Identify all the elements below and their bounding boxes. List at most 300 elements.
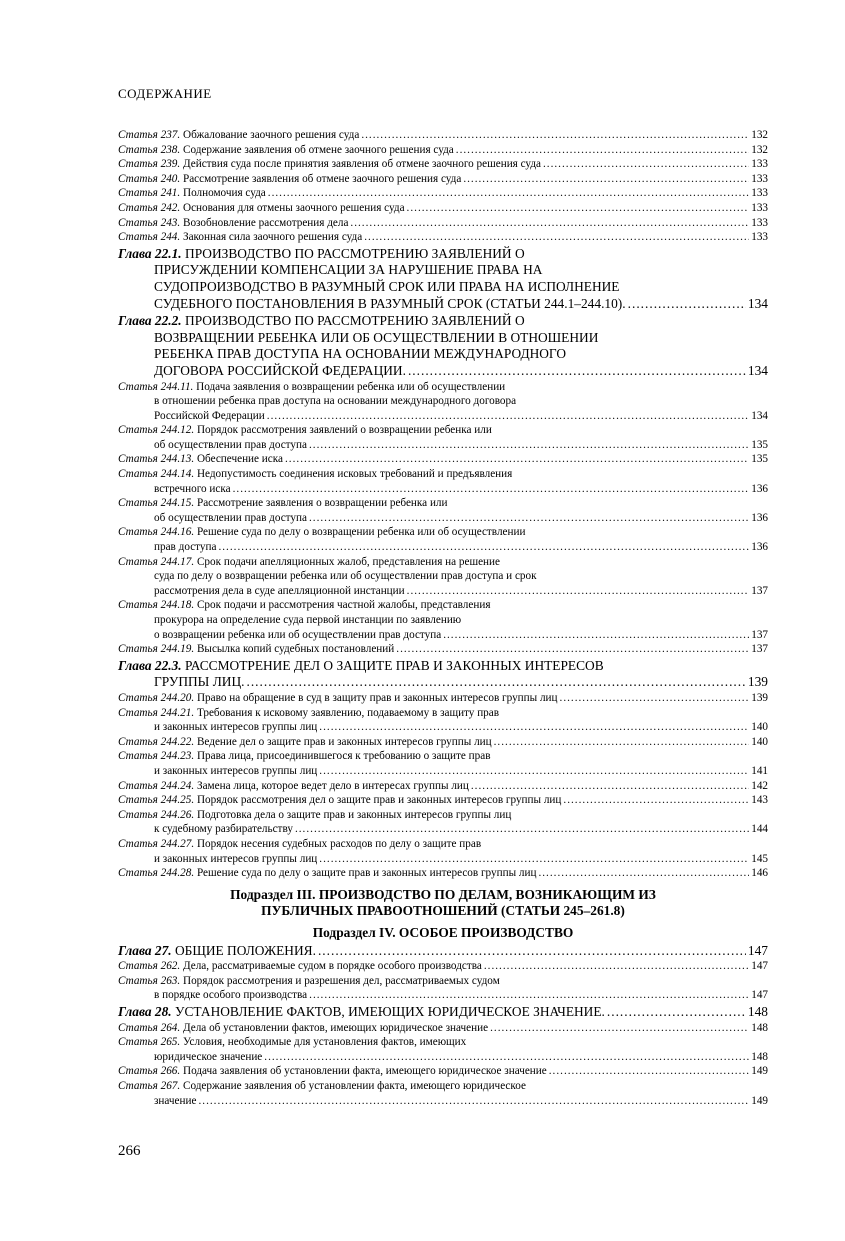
- toc-line: [118, 186, 768, 201]
- dot-leader: [309, 988, 749, 1003]
- toc-line-text: [118, 808, 511, 823]
- toc-title: ПРИСУЖДЕНИИ КОМПЕНСАЦИИ ЗА НАРУШЕНИЕ ПРАВА НА: [154, 262, 543, 278]
- toc-line-text: [118, 496, 448, 511]
- toc-title: Ведение дел о защите прав и законных интересов группы лиц: [194, 735, 492, 748]
- toc-page-number: 140: [751, 735, 768, 748]
- article-number: Статья 244.14.: [118, 468, 195, 481]
- toc-line-text: [118, 201, 405, 216]
- toc-line-text: [118, 230, 362, 245]
- toc-line-text: [154, 613, 461, 628]
- toc-entry: [118, 808, 768, 837]
- toc-entry: [118, 735, 768, 750]
- toc-entry: [118, 467, 768, 496]
- toc-title: значение: [154, 1094, 197, 1107]
- toc-page-number: 148: [751, 1050, 768, 1063]
- toc-line: [118, 201, 768, 216]
- toc-entry: [118, 216, 768, 231]
- toc-title: ПРОИЗВОДСТВО ПО РАССМОТРЕНИЮ ЗАЯВЛЕНИЙ О: [181, 313, 525, 329]
- toc-line-text: [118, 642, 394, 657]
- toc-entry: [118, 837, 768, 866]
- toc-title: РАССМОТРЕНИЕ ДЕЛ О ЗАЩИТЕ ПРАВ И ЗАКОННЫХ ИНТЕРЕСОВ: [181, 657, 604, 673]
- toc-entry: [118, 779, 768, 794]
- toc-title: Основания для отмены заочного решения суда: [180, 201, 405, 214]
- toc-title: в отношении ребенка прав доступа на основании международного договора: [154, 395, 517, 408]
- article-number: Статья 244.19.: [118, 643, 195, 656]
- toc-title: и законных интересов группы лиц: [154, 721, 318, 734]
- dot-leader: [309, 438, 749, 453]
- toc-line-text: [154, 262, 542, 279]
- toc-page-number: 133: [751, 231, 768, 244]
- toc-line: [118, 569, 768, 584]
- dot-leader: [319, 720, 749, 735]
- toc-page-number: 139: [747, 674, 768, 690]
- toc-line: [118, 555, 768, 570]
- dot-leader: [318, 943, 746, 960]
- article-number: Статья 244.21.: [118, 706, 195, 719]
- toc-line: [118, 540, 768, 555]
- toc-title: Подача заявления об установлении факта, имеющего юридическое значение: [180, 1065, 547, 1078]
- dot-leader: [456, 143, 749, 158]
- toc-line-text: [118, 779, 469, 794]
- toc-page-number: 133: [751, 158, 768, 171]
- toc-entry: [118, 866, 768, 881]
- toc-title: Содержание заявления об отмене заочного решения суда: [180, 143, 454, 156]
- toc-title: Подраздел III. ПРОИЗВОДСТВО ПО ДЕЛАМ, ВОЗНИКАЮЩИМ ИЗ: [230, 886, 656, 902]
- article-number: Статья 242.: [118, 201, 181, 214]
- toc-page-number: 148: [751, 1021, 768, 1034]
- toc-title: и законных интересов группы лиц: [154, 764, 318, 777]
- toc-entry: [118, 1064, 768, 1079]
- toc-line: [118, 330, 768, 347]
- article-number: Статья 243.: [118, 216, 181, 229]
- toc-title: Рассмотрение заявления об отмене заочного решения суда: [180, 172, 462, 185]
- toc-title: СУДЕБНОГО ПОСТАНОВЛЕНИЯ В РАЗУМНЫЙ СРОК (СТАТЬИ 244.1–244.10).: [154, 295, 626, 311]
- toc-line: [118, 988, 768, 1003]
- toc-line-text: [154, 584, 405, 599]
- dot-leader: [407, 584, 750, 599]
- toc-line-text: [118, 866, 536, 881]
- dot-leader: [309, 511, 749, 526]
- toc-line: [118, 511, 768, 526]
- chapter-entry: [118, 313, 768, 379]
- toc-line: [118, 691, 768, 706]
- toc-line: [118, 1079, 768, 1094]
- toc-line-text: [154, 482, 231, 497]
- toc-line: [118, 925, 768, 941]
- toc-page-number: 147: [751, 960, 768, 973]
- toc-title: Срок подачи и рассмотрения частной жалобы, представления: [194, 599, 491, 612]
- toc-line-text: [118, 246, 525, 263]
- toc-line: [118, 613, 768, 628]
- toc-page-number: 141: [751, 764, 768, 777]
- toc-line: [118, 525, 768, 540]
- toc-line-text: [118, 1079, 526, 1094]
- toc-page-number: 137: [751, 628, 768, 641]
- toc-line-text: [118, 837, 481, 852]
- page-header: СОДЕРЖАНИЕ: [118, 86, 212, 101]
- article-number: Статья 244.: [118, 231, 181, 244]
- toc-page-number: 136: [751, 541, 768, 554]
- toc-title: Порядок рассмотрения и разрешения дел, рассматриваемых судом: [180, 974, 500, 987]
- subsection-heading: [118, 925, 768, 941]
- dot-leader: [198, 1094, 749, 1109]
- toc-title: Требования к исковому заявлению, подаваемому в защиту прав: [194, 706, 500, 719]
- toc-title: Порядок рассмотрения дел о защите прав и законных интересов группы лиц: [194, 794, 562, 807]
- toc-page-number: 140: [751, 721, 768, 734]
- toc-page-number: 134: [751, 409, 768, 422]
- toc-line-text: [118, 452, 283, 467]
- toc-line: [118, 749, 768, 764]
- toc-title: Российской Федерации: [154, 409, 265, 422]
- dot-leader: [364, 230, 749, 245]
- dot-leader: [408, 363, 746, 380]
- toc-line-text: [154, 296, 626, 313]
- toc-line: [118, 482, 768, 497]
- toc-line: [118, 903, 768, 919]
- chapter-entry: [118, 1004, 768, 1021]
- toc-line-text: [118, 172, 461, 187]
- toc-title: Замена лица, которое ведет дело в интересах группы лиц: [194, 779, 469, 792]
- toc-line: [118, 279, 768, 296]
- toc-line-text: [154, 363, 406, 380]
- toc-line-text: [154, 394, 516, 409]
- toc-line: [118, 1064, 768, 1079]
- toc-line-text: [154, 1094, 196, 1109]
- toc-line-text: [154, 674, 244, 691]
- toc-line: [118, 1050, 768, 1065]
- article-number: Статья 266.: [118, 1065, 181, 1078]
- chapter-number: Глава 22.1.: [118, 245, 182, 261]
- dot-leader: [268, 186, 749, 201]
- toc-line-text: [118, 423, 492, 438]
- toc-line-text: [154, 852, 317, 867]
- toc-page-number: 133: [751, 216, 768, 229]
- toc-line: [118, 779, 768, 794]
- dot-leader: [484, 959, 749, 974]
- toc-page-number: 146: [751, 867, 768, 880]
- article-number: Статья 262.: [118, 960, 181, 973]
- chapter-entry: [118, 658, 768, 691]
- toc-line-text: [118, 186, 266, 201]
- toc-line: [118, 128, 768, 143]
- toc-line: [118, 394, 768, 409]
- dot-leader: [543, 157, 749, 172]
- toc-entry: [118, 598, 768, 642]
- toc-page-number: 132: [751, 143, 768, 156]
- toc-page-number: 133: [751, 187, 768, 200]
- toc-title: Обеспечение иска: [194, 453, 283, 466]
- toc-line: [118, 1094, 768, 1109]
- dot-leader: [490, 1021, 749, 1036]
- toc-line: [118, 674, 768, 691]
- article-number: Статья 244.24.: [118, 779, 195, 792]
- toc-title: Право на обращение в суд в защиту прав и законных интересов группы лиц: [194, 691, 558, 704]
- toc-line: [118, 943, 768, 960]
- toc-line-text: [118, 959, 482, 974]
- toc-line: [118, 313, 768, 330]
- toc-line: [118, 837, 768, 852]
- dot-leader: [319, 852, 749, 867]
- dot-leader: [549, 1064, 749, 1079]
- toc-title: об осуществлении прав доступа: [154, 438, 307, 451]
- toc-title: Подраздел IV. ОСОБОЕ ПРОИЗВОДСТВО: [312, 924, 574, 940]
- toc-title: Недопустимость соединения исковых требований и предъявления: [194, 468, 513, 481]
- article-number: Статья 244.11.: [118, 380, 194, 393]
- toc-title: и законных интересов группы лиц: [154, 852, 318, 865]
- toc-line: [118, 852, 768, 867]
- toc-line: [118, 887, 768, 903]
- article-number: Статья 240.: [118, 172, 181, 185]
- dot-leader: [361, 128, 749, 143]
- toc-line: [118, 584, 768, 599]
- toc-title: Порядок несения судебных расходов по делу о защите прав: [194, 837, 482, 850]
- article-number: Статья 267.: [118, 1080, 181, 1093]
- toc-line-text: [118, 1064, 547, 1079]
- toc-page-number: 139: [751, 691, 768, 704]
- toc-entry: [118, 525, 768, 554]
- toc-line-text: [118, 157, 541, 172]
- toc-entry: [118, 1035, 768, 1064]
- toc-line: [118, 706, 768, 721]
- article-number: Статья 244.13.: [118, 453, 195, 466]
- toc-line: [118, 262, 768, 279]
- toc-entry: [118, 201, 768, 216]
- dot-leader: [463, 172, 749, 187]
- toc-title: Условия, необходимые для установления фактов, имеющих: [180, 1036, 467, 1049]
- toc-page-number: 137: [751, 584, 768, 597]
- toc-entry: [118, 143, 768, 158]
- toc-entry: [118, 452, 768, 467]
- dot-leader: [407, 201, 750, 216]
- dot-leader: [233, 482, 750, 497]
- toc-title: СУДОПРОИЗВОДСТВО В РАЗУМНЫЙ СРОК ИЛИ ПРАВА НА ИСПОЛНЕНИЕ: [154, 278, 620, 294]
- dot-leader: [295, 822, 749, 837]
- toc-page-number: 149: [751, 1094, 768, 1107]
- toc-page-number: 142: [751, 779, 768, 792]
- toc-line-text: [118, 943, 316, 960]
- chapter-entry: [118, 246, 768, 312]
- toc-line: [118, 230, 768, 245]
- toc-page-number: 134: [747, 295, 768, 311]
- toc-title: ВОЗВРАЩЕНИИ РЕБЕНКА ИЛИ ОБ ОСУЩЕСТВЛЕНИИ В ОТНОШЕНИИ: [154, 329, 599, 345]
- dot-leader: [607, 1004, 746, 1021]
- toc-page-number: 145: [751, 852, 768, 865]
- toc-line-text: [154, 511, 307, 526]
- toc-title: УСТАНОВЛЕНИЕ ФАКТОВ, ИМЕЮЩИХ ЮРИДИЧЕСКОЕ ЗНАЧЕНИЕ.: [171, 1004, 605, 1020]
- toc-line-text: [118, 313, 525, 330]
- toc-line-text: [154, 409, 265, 424]
- article-number: Статья 244.26.: [118, 808, 195, 821]
- toc-line-text: [261, 903, 625, 918]
- toc-title: Дела, рассматриваемые судом в порядке особого производства: [180, 960, 482, 973]
- toc-line: [118, 363, 768, 380]
- toc-line: [118, 1035, 768, 1050]
- toc-page-number: 148: [747, 1004, 768, 1020]
- toc-title: Дела об установлении фактов, имеющих юридическое значение: [180, 1021, 489, 1034]
- toc-title: рассмотрения дела в суде апелляционной инстанции: [154, 584, 405, 597]
- dot-leader: [246, 674, 745, 691]
- toc-page-number: 136: [751, 511, 768, 524]
- toc-line: [118, 642, 768, 657]
- toc-line: [118, 438, 768, 453]
- toc-line: [118, 720, 768, 735]
- toc-title: ПРОИЗВОДСТВО ПО РАССМОТРЕНИЮ ЗАЯВЛЕНИЙ О: [181, 245, 525, 261]
- toc-title: ГРУППЫ ЛИЦ.: [154, 674, 245, 690]
- toc-entry: [118, 793, 768, 808]
- toc-page-number: 132: [751, 129, 768, 141]
- toc-line: [118, 246, 768, 263]
- toc-title: прав доступа: [154, 541, 217, 554]
- article-number: Статья 244.18.: [118, 599, 195, 612]
- toc-entry: [118, 157, 768, 172]
- table-of-contents: [118, 128, 768, 1108]
- article-number: Статья 244.23.: [118, 750, 195, 763]
- dot-leader: [350, 216, 749, 231]
- toc-entry: [118, 496, 768, 525]
- toc-line-text: [118, 143, 454, 158]
- toc-line-text: [154, 822, 293, 837]
- toc-page-number: 133: [751, 201, 768, 214]
- toc-line: [118, 822, 768, 837]
- toc-page-number: 137: [751, 643, 768, 656]
- toc-line-text: [154, 988, 307, 1003]
- toc-title: Действия суда после принятия заявления об отмене заочного решения суда: [180, 158, 541, 171]
- toc-title: юридическое значение: [154, 1050, 263, 1063]
- toc-line-text: [118, 706, 499, 721]
- toc-entry: [118, 706, 768, 735]
- toc-page-number: 143: [751, 794, 768, 807]
- toc-line-text: [118, 598, 490, 613]
- toc-title: Обжалование заочного решения суда: [180, 129, 360, 141]
- toc-line: [118, 793, 768, 808]
- toc-entry: [118, 749, 768, 778]
- toc-page-number: 133: [751, 172, 768, 185]
- article-number: Статья 244.25.: [118, 794, 195, 807]
- article-number: Статья 244.27.: [118, 837, 195, 850]
- toc-title: Решение суда по делу о возвращении ребенка или об осуществлении: [194, 526, 526, 539]
- toc-line: [118, 764, 768, 779]
- chapter-number: Глава 28.: [118, 1004, 172, 1020]
- toc-title: Порядок рассмотрения заявлений о возвращении ребенка или: [194, 424, 492, 437]
- toc-line-text: [154, 330, 598, 347]
- toc-page-number: 147: [747, 942, 768, 958]
- toc-line-text: [154, 1050, 262, 1065]
- toc-title: об осуществлении прав доступа: [154, 511, 307, 524]
- toc-line-text: [118, 380, 505, 395]
- toc-line: [118, 866, 768, 881]
- dot-leader: [443, 628, 749, 643]
- toc-title: Рассмотрение заявления о возвращении ребенка или: [194, 497, 448, 510]
- dot-leader: [396, 642, 749, 657]
- article-number: Статья 244.22.: [118, 735, 195, 748]
- toc-line: [118, 346, 768, 363]
- toc-line: [118, 496, 768, 511]
- page-number: 266: [118, 1143, 141, 1159]
- toc-line-text: [154, 720, 317, 735]
- toc-line-text: [154, 540, 216, 555]
- toc-line-text: [118, 793, 561, 808]
- article-number: Статья 244.20.: [118, 691, 195, 704]
- toc-title: Решение суда по делу о защите прав и законных интересов группы лиц: [194, 867, 537, 880]
- subsection-heading: [118, 887, 768, 919]
- dot-leader: [563, 793, 749, 808]
- toc-line-text: [154, 279, 619, 296]
- toc-title: Подготовка дела о защите прав и законных интересов группы лиц: [194, 808, 512, 821]
- chapter-number: Глава 22.2.: [118, 313, 182, 329]
- toc-line-text: [118, 1035, 466, 1050]
- article-number: Статья 239.: [118, 158, 181, 171]
- toc-title: ДОГОВОРА РОССИЙСКОЙ ФЕДЕРАЦИИ.: [154, 362, 406, 378]
- toc-line-text: [313, 925, 574, 940]
- toc-title: о возвращении ребенка или об осуществлении прав доступа: [154, 628, 442, 641]
- toc-line-text: [118, 467, 512, 482]
- toc-page-number: 144: [751, 823, 768, 836]
- chapter-number: Глава 22.3.: [118, 657, 182, 673]
- dot-leader: [494, 735, 750, 750]
- article-number: Статья 265.: [118, 1036, 181, 1049]
- toc-page-number: 134: [747, 362, 768, 378]
- toc-line-text: [118, 216, 348, 231]
- toc-title: встречного иска: [154, 482, 231, 495]
- toc-entry: [118, 1021, 768, 1036]
- dot-leader: [285, 452, 749, 467]
- toc-line: [118, 974, 768, 989]
- toc-line-text: [118, 735, 492, 750]
- toc-line-text: [118, 1021, 488, 1036]
- toc-title: Возобновление рассмотрения дела: [180, 216, 349, 229]
- toc-title: Содержание заявления об установлении факта, имеющего юридическое: [180, 1080, 526, 1093]
- toc-entry: [118, 642, 768, 657]
- toc-line-text: [154, 346, 566, 363]
- toc-title: в порядке особого производства: [154, 989, 308, 1002]
- toc-line: [118, 735, 768, 750]
- toc-line: [118, 216, 768, 231]
- article-number: Статья 244.16.: [118, 526, 195, 539]
- toc-title: Права лица, присоединившегося к требованию о защите прав: [194, 750, 491, 763]
- toc-title: Срок подачи апелляционных жалоб, представления на решение: [194, 555, 500, 568]
- toc-title: Законная сила заочного решения суда: [180, 231, 363, 244]
- toc-entry: [118, 380, 768, 424]
- toc-title: к судебному разбирательству: [154, 823, 293, 836]
- article-number: Статья 244.17.: [118, 555, 195, 568]
- toc-line-text: [230, 887, 656, 902]
- toc-line: [118, 296, 768, 313]
- toc-page-number: 135: [751, 438, 768, 451]
- toc-entry: [118, 691, 768, 706]
- toc-title: Подача заявления о возвращении ребенка или об осуществлении: [193, 380, 506, 393]
- toc-entry: [118, 959, 768, 974]
- article-number: Статья 238.: [118, 143, 181, 156]
- toc-line: [118, 157, 768, 172]
- toc-line: [118, 409, 768, 424]
- toc-line: [118, 598, 768, 613]
- toc-line-text: [154, 438, 307, 453]
- toc-line: [118, 380, 768, 395]
- toc-line-text: [118, 749, 491, 764]
- toc-page-number: 147: [751, 989, 768, 1002]
- toc-entry: [118, 172, 768, 187]
- article-number: Статья 244.15.: [118, 497, 195, 510]
- toc-entry: [118, 974, 768, 1003]
- dot-leader: [218, 540, 749, 555]
- toc-entry: [118, 186, 768, 201]
- toc-page-number: 136: [751, 482, 768, 495]
- toc-line-text: [118, 974, 500, 989]
- toc-line: [118, 452, 768, 467]
- toc-line-text: [154, 569, 537, 584]
- toc-line: [118, 1004, 768, 1021]
- toc-page-number: 135: [751, 453, 768, 466]
